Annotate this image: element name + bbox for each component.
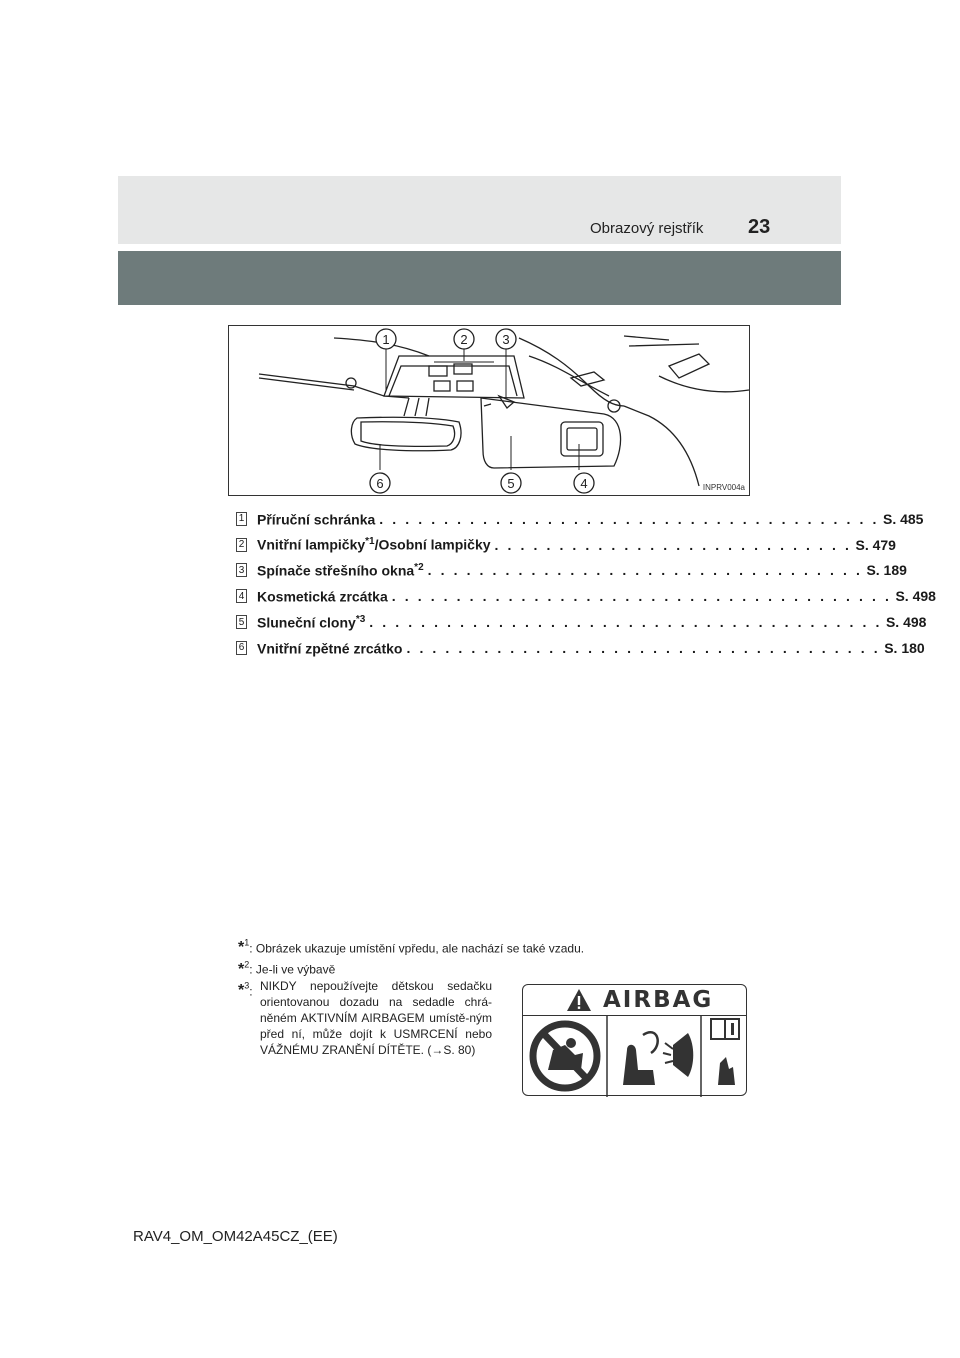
page-reference[interactable]: S. 180 (884, 639, 925, 656)
index-label (257, 536, 491, 553)
index-row[interactable] (236, 558, 907, 584)
index-label-sup: *3 (355, 613, 366, 625)
callout-4-label: 4 (580, 476, 588, 491)
leader-dots: . . . . . . . . . . . . . . . . . . . . . . . . . . . . . . . . . . . . . . . (391, 588, 892, 605)
index-row[interactable] (236, 609, 927, 635)
footnote-number: 1 (244, 938, 250, 948)
airbag-label-header (523, 985, 746, 1016)
footnote-2 (238, 956, 758, 977)
index-number: 5 (236, 615, 247, 629)
index-row[interactable] (236, 635, 925, 661)
index-label-text: Vnitřní lampičky (257, 537, 366, 554)
index-label (257, 640, 402, 657)
callout-2-label: 2 (460, 332, 468, 347)
footnote-mark (238, 982, 249, 999)
index-label-suffix: /Osobní lampičky (374, 537, 491, 554)
index-row[interactable] (236, 506, 924, 532)
index-label-text: Kosmetická zrcátka (257, 588, 388, 605)
page-reference[interactable]: S. 189 (866, 562, 907, 579)
index-number: 2 (236, 538, 247, 552)
page-reference[interactable]: S. 485 (882, 510, 924, 527)
callout-5-label: 5 (507, 476, 515, 491)
footnote-text: : Je-li ve výbavě (249, 962, 336, 977)
warning-triangle-icon (566, 988, 592, 1012)
section-title: Obrazový rejstřík (590, 220, 704, 237)
callout-1-label: 1 (382, 332, 390, 347)
dark-band (118, 251, 841, 305)
document-code: RAV4_OM_OM42A45CZ_(EE) (133, 1228, 338, 1245)
manual-info-icon (711, 1019, 739, 1085)
footnote-text: NIKDY nepoužívejte dětskou sedačku orientovanou dozadu na sedadle chrá-něném AKTIVNÍM AIRBAGEM umístě-ným před ní, může dojít k USMRCENÍ nebo VÁŽNÉMU ZRANĚNÍ DÍTĚTE. (→S. 80) (260, 978, 492, 1057)
index-number: 6 (236, 641, 247, 655)
footnote-asterisk: * (238, 960, 245, 978)
seat-airbag-deploy-icon (623, 1032, 693, 1085)
page-number: 23 (748, 216, 771, 238)
footnote-1 (238, 935, 758, 956)
callout-3-label: 3 (502, 332, 510, 347)
index-number: 3 (236, 563, 247, 577)
index-label (257, 562, 424, 579)
page-reference[interactable]: S. 498 (885, 614, 927, 631)
leader-dots: . . . . . . . . . . . . . . . . . . . . . . . . . . . . . . . . . . . . . (406, 639, 881, 656)
figure-code: INPRV004a (702, 483, 745, 492)
footnote-number: 2 (244, 959, 250, 970)
page-reference[interactable]: S. 479 (855, 536, 896, 553)
footnote-text: : Obrázek ukazuje umístění vpředu, ale nachází se také vzadu. (249, 941, 585, 956)
index-label (257, 614, 365, 631)
index-row[interactable] (236, 532, 896, 558)
footnote-mark (238, 939, 249, 956)
index-label-text: Příruční schránka (257, 511, 376, 528)
no-rear-facing-seat-icon (533, 1024, 597, 1088)
footnote-number: 3 (244, 980, 250, 991)
footnote-colon: : (249, 983, 253, 998)
header-band (118, 176, 841, 244)
index-label-text: Sluneční clony (257, 614, 356, 631)
index-label (257, 511, 375, 528)
leader-dots: . . . . . . . . . . . . . . . . . . . . . . . . . . . . (494, 536, 852, 553)
index-label-text: Vnitřní zpětné zrcátko (257, 640, 403, 657)
airbag-word: AIRBAG (603, 987, 714, 1013)
footnote-asterisk: * (238, 939, 245, 957)
callout-6-label: 6 (376, 476, 384, 491)
page-reference[interactable]: S. 498 (895, 588, 936, 605)
index-label-sup: *2 (414, 562, 424, 574)
index-label (257, 588, 388, 605)
airbag-pictograms (523, 1015, 748, 1097)
index-label-text: Spínače střešního okna (257, 562, 415, 579)
interior-line-drawing (229, 326, 751, 497)
airbag-warning-label (522, 984, 747, 1096)
index-label-sup: *1 (365, 536, 375, 548)
index-row[interactable] (236, 583, 936, 609)
index-number: 4 (236, 589, 247, 603)
index-number: 1 (236, 512, 247, 526)
interior-illustration (228, 325, 750, 496)
footnote-asterisk: * (238, 981, 245, 999)
leader-dots: . . . . . . . . . . . . . . . . . . . . . . . . . . . . . . . . . . (427, 562, 863, 579)
leader-dots: . . . . . . . . . . . . . . . . . . . . . . . . . . . . . . . . . . . . . . . . (369, 614, 882, 631)
leader-dots: . . . . . . . . . . . . . . . . . . . . . . . . . . . . . . . . . . . . . . . (379, 510, 879, 527)
component-index-list (236, 506, 936, 661)
footnote-mark (238, 961, 249, 978)
